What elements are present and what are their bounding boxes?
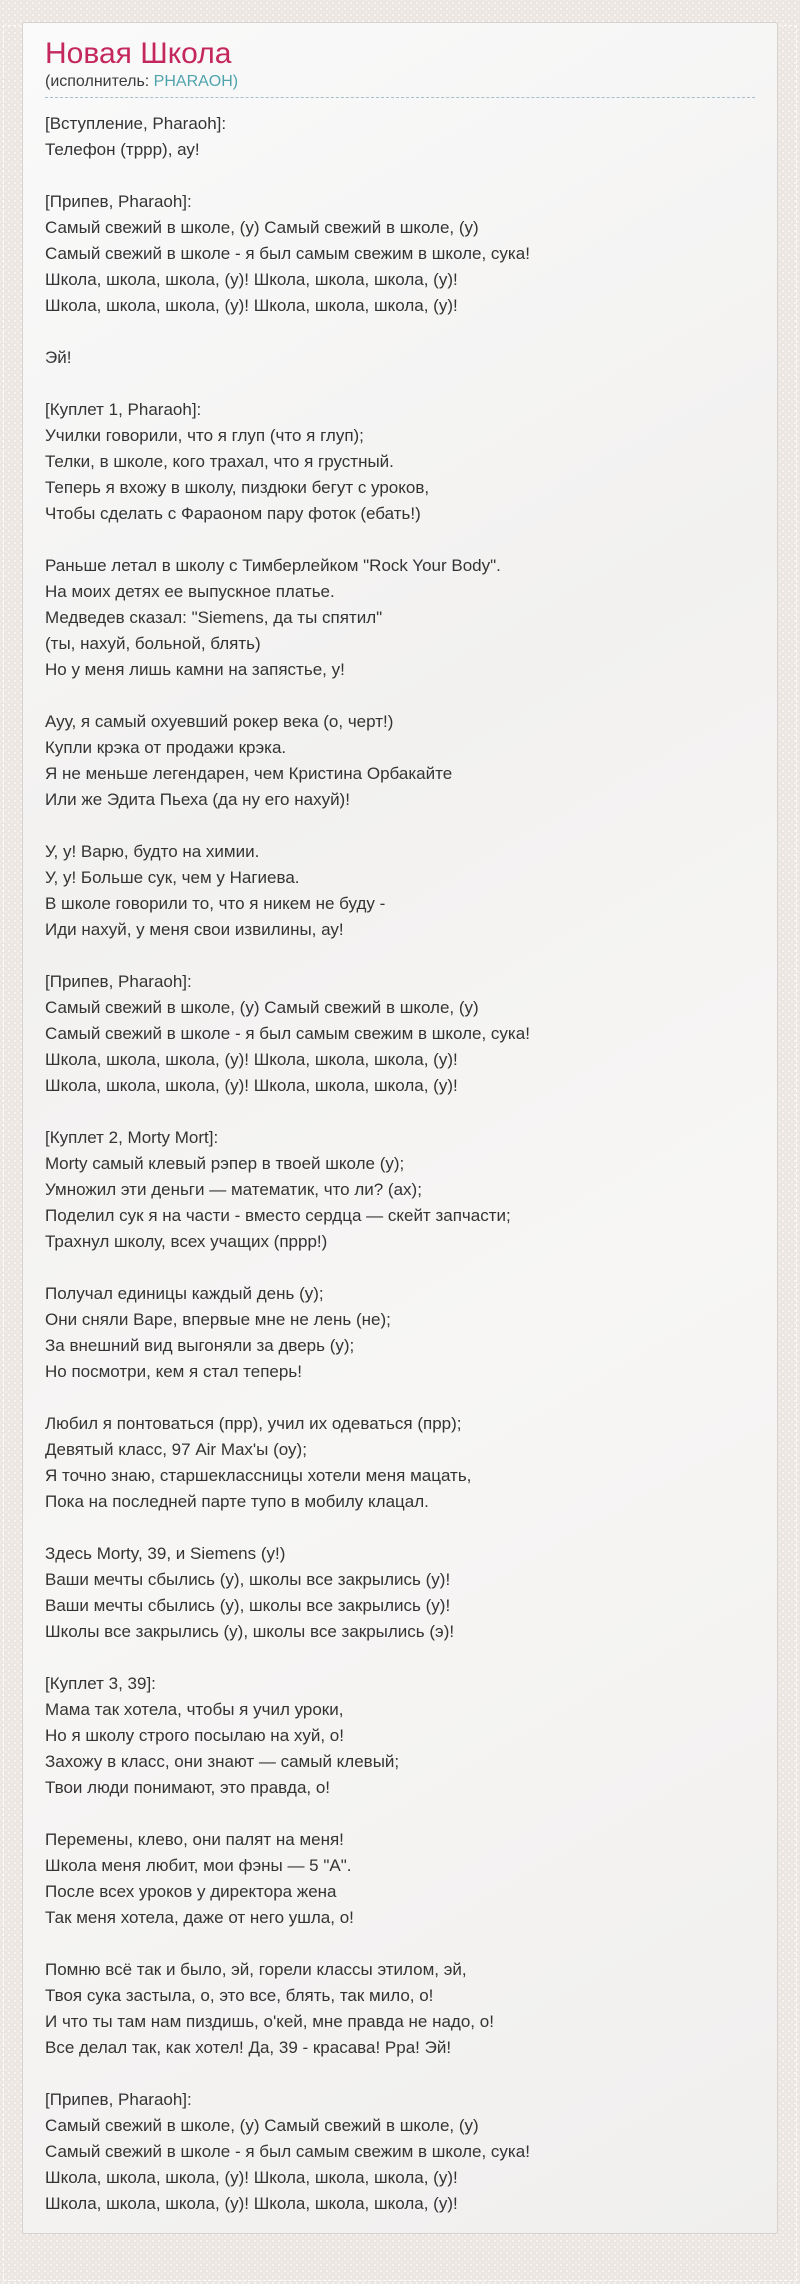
artist-label: (исполнитель:	[45, 73, 150, 90]
lyrics-line: Самый свежий в школе - я был самым свежим в школе, сука!	[45, 2142, 530, 2161]
lyrics-line: Они сняли Варе, впервые мне не лень (не);	[45, 1310, 391, 1329]
lyrics	[45, 111, 755, 2217]
lyrics-stanza	[45, 2087, 755, 2217]
lyrics-line: [Припев, Pharaoh]:	[45, 192, 192, 211]
page-title: Новая Школа	[45, 37, 232, 70]
lyrics-line: Школа, школа, школа, (у)! Школа, школа, школа, (у)!	[45, 1050, 458, 1069]
lyrics-line: Пока на последней парте тупо в мобилу клацал.	[45, 1492, 429, 1511]
lyrics-line: Телефон (тррр), ау!	[45, 140, 200, 159]
lyrics-line: Девятый класс, 97 Air Max'ы (оу);	[45, 1440, 307, 1459]
lyrics-line: Самый свежий в школе, (у) Самый свежий в школе, (у)	[45, 998, 479, 1017]
lyrics-line: Ваши мечты сбылись (у), школы все закрылись (у)!	[45, 1596, 451, 1615]
lyrics-stanza	[45, 839, 755, 943]
page-background	[0, 22, 800, 2284]
lyrics-line: Поделил сук я на части - вместо сердца — скейт запчасти;	[45, 1206, 511, 1225]
lyrics-stanza	[45, 397, 755, 527]
lyrics-line: Твои люди понимают, это правда, о!	[45, 1778, 331, 1797]
lyrics-line: Школа, школа, школа, (у)! Школа, школа, школа, (у)!	[45, 270, 458, 289]
lyrics-line: Школа меня любит, мои фэны — 5 "А".	[45, 1856, 352, 1875]
lyrics-line: Школа, школа, школа, (у)! Школа, школа, школа, (у)!	[45, 296, 458, 315]
lyrics-stanza	[45, 1281, 755, 1385]
song-header	[45, 37, 755, 98]
artist-suffix: )	[232, 73, 239, 90]
lyrics-line: [Куплет 1, Pharaoh]:	[45, 400, 202, 419]
lyrics-stanza	[45, 1827, 755, 1931]
lyrics-line: Купли крэка от продажи крэка.	[45, 738, 287, 757]
lyrics-line: Раньше летал в школу с Тимберлейком "Rock Your Body".	[45, 556, 501, 575]
lyrics-stanza	[45, 1125, 755, 1255]
lyrics-line: Или же Эдита Пьеха (да ну его нахуй)!	[45, 790, 350, 809]
lyrics-line: Иди нахуй, у меня свои извилины, ау!	[45, 920, 344, 939]
lyrics-line: Училки говорили, что я глуп (что я глуп);	[45, 426, 364, 445]
lyrics-stanza	[45, 969, 755, 1099]
lyrics-line: Теперь я вхожу в школу, пиздюки бегут с уроков,	[45, 478, 430, 497]
lyrics-line: Захожу в класс, они знают — самый клевый;	[45, 1752, 400, 1771]
lyrics-line: Мама так хотела, чтобы я учил уроки,	[45, 1700, 344, 1719]
lyrics-line: Помню всё так и было, эй, горели классы этилом, эй,	[45, 1960, 467, 1979]
lyrics-line: Я точно знаю, старшеклассницы хотели меня мацать,	[45, 1466, 472, 1485]
lyrics-line: Ауу, я самый охуевший рокер века (о, черт!)	[45, 712, 394, 731]
lyrics-line: Твоя сука застыла, о, это все, блять, так мило, о!	[45, 1986, 434, 2005]
lyrics-line: [Припев, Pharaoh]:	[45, 2090, 192, 2109]
lyrics-line: Все делал так, как хотел! Да, 39 - красава! Рра! Эй!	[45, 2038, 452, 2057]
lyrics-line: После всех уроков у директора жена	[45, 1882, 337, 1901]
lyrics-line: Школы все закрылись (у), школы все закрылись (э)!	[45, 1622, 455, 1641]
lyrics-line: У, у! Больше сук, чем у Нагиева.	[45, 868, 300, 887]
lyrics-stanza	[45, 1411, 755, 1515]
artist-line	[45, 71, 755, 93]
lyrics-line: Получал единицы каждый день (у);	[45, 1284, 324, 1303]
lyrics-line: На моих детях ее выпускное платье.	[45, 582, 335, 601]
lyrics-line: Школа, школа, школа, (у)! Школа, школа, школа, (у)!	[45, 2194, 458, 2213]
lyrics-line: Но посмотри, кем я стал теперь!	[45, 1362, 302, 1381]
lyrics-stanza	[45, 1671, 755, 1801]
lyrics-stanza	[45, 1541, 755, 1645]
lyrics-line: (ты, нахуй, больной, блять)	[45, 634, 261, 653]
lyrics-stanza	[45, 345, 755, 371]
lyrics-line: Самый свежий в школе, (у) Самый свежий в школе, (у)	[45, 218, 479, 237]
lyrics-line: Любил я понтоваться (прр), учил их одеваться (прр);	[45, 1414, 462, 1433]
lyrics-line: Школа, школа, школа, (у)! Школа, школа, школа, (у)!	[45, 2168, 458, 2187]
lyrics-line: Эй!	[45, 348, 72, 367]
lyrics-line: [Куплет 3, 39]:	[45, 1674, 156, 1693]
lyrics-line: За внешний вид выгоняли за дверь (у);	[45, 1336, 355, 1355]
lyrics-line: [Вступление, Pharaoh]:	[45, 114, 227, 133]
lyrics-line: Но я школу строго посылаю на хуй, о!	[45, 1726, 344, 1745]
lyrics-line: Я не меньше легендарен, чем Кристина Орбакайте	[45, 764, 453, 783]
lyrics-line: Чтобы сделать с Фараоном пару фоток (ебать!)	[45, 504, 421, 523]
lyrics-line: В школе говорили то, что я никем не буду -	[45, 894, 386, 913]
lyrics-line: Трахнул школу, всех учащих (пррр!)	[45, 1232, 328, 1251]
lyrics-line: Перемены, клево, они палят на меня!	[45, 1830, 344, 1849]
artist-link[interactable]: PHARAOH	[153, 73, 233, 90]
lyrics-card	[22, 22, 778, 2234]
lyrics-stanza	[45, 1957, 755, 2061]
lyrics-line: [Куплет 2, Morty Mort]:	[45, 1128, 219, 1147]
lyrics-stanza	[45, 709, 755, 813]
lyrics-line: Так меня хотела, даже от него ушла, о!	[45, 1908, 354, 1927]
lyrics-line: Но у меня лишь камни на запястье, у!	[45, 660, 345, 679]
lyrics-line: У, у! Варю, будто на химии.	[45, 842, 260, 861]
lyrics-stanza	[45, 189, 755, 319]
lyrics-line: Самый свежий в школе - я был самым свежим в школе, сука!	[45, 244, 530, 263]
lyrics-line: Умножил эти деньги — математик, что ли? (ах);	[45, 1180, 422, 1199]
lyrics-line: Самый свежий в школе - я был самым свежим в школе, сука!	[45, 1024, 530, 1043]
lyrics-line: Morty самый клевый рэпер в твоей школе (у);	[45, 1154, 405, 1173]
lyrics-line: Школа, школа, школа, (у)! Школа, школа, школа, (у)!	[45, 1076, 458, 1095]
lyrics-line: Телки, в школе, кого трахал, что я грустный.	[45, 452, 394, 471]
lyrics-line: Самый свежий в школе, (у) Самый свежий в школе, (у)	[45, 2116, 479, 2135]
lyrics-stanza	[45, 111, 755, 163]
lyrics-line: Ваши мечты сбылись (у), школы все закрылись (у)!	[45, 1570, 451, 1589]
lyrics-line: Здесь Morty, 39, и Siemens (у!)	[45, 1544, 286, 1563]
lyrics-line: И что ты там нам пиздишь, о'кей, мне правда не надо, о!	[45, 2012, 494, 2031]
lyrics-stanza	[45, 553, 755, 683]
lyrics-line: [Припев, Pharaoh]:	[45, 972, 192, 991]
lyrics-line: Медведев сказал: "Siemens, да ты спятил"	[45, 608, 383, 627]
